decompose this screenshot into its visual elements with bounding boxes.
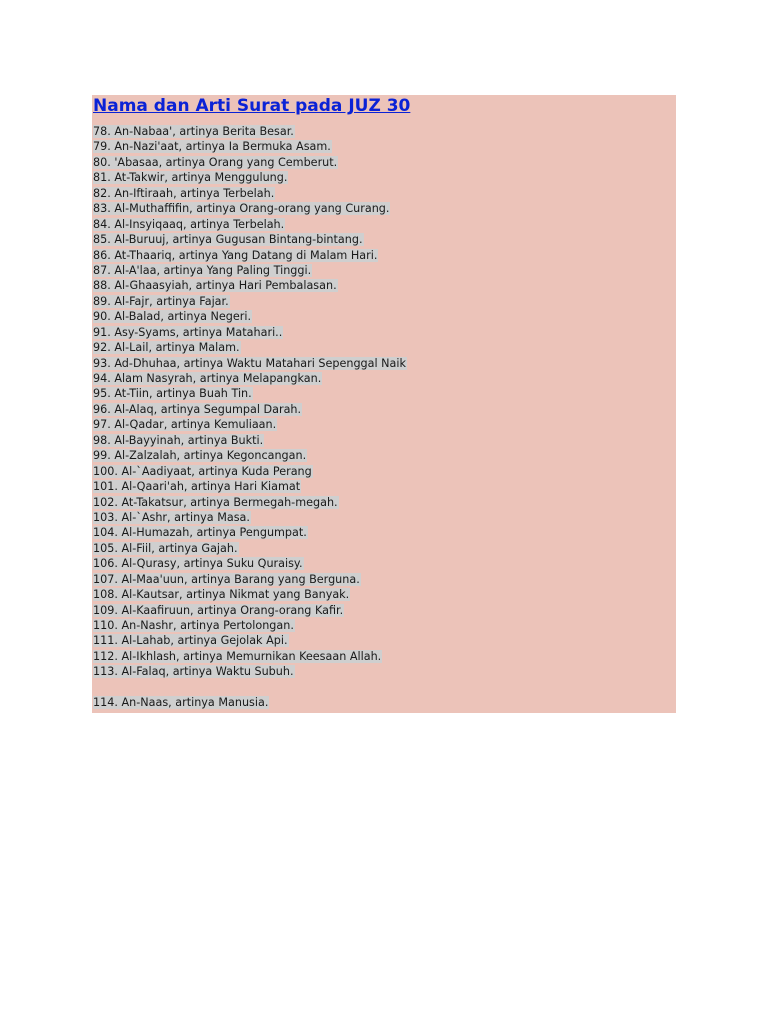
list-item (93, 186, 407, 201)
list-item-text: 102. At-Takatsur, artinya Bermegah-megah. (93, 495, 338, 509)
list-item-text: 101. Al-Qaari'ah, artinya Hari Kiamat (93, 480, 301, 494)
list-item (93, 201, 407, 216)
content-panel (92, 95, 676, 713)
list-item-text: 93. Ad-Dhuhaa, artinya Waktu Matahari Sepenggal Naik (93, 356, 406, 370)
list-item-text: 106. Al-Qurasy, artinya Suku Quraisy. (93, 557, 303, 571)
list-item (93, 618, 407, 633)
list-item (93, 633, 407, 648)
list-item-text: 85. Al-Buruuj, artinya Gugusan Bintang-bintang. (93, 233, 363, 247)
list-item (93, 232, 407, 247)
list-item-text: 104. Al-Humazah, artinya Pengumpat. (93, 526, 307, 540)
list-item-text: 96. Al-Alaq, artinya Segumpal Darah. (93, 402, 302, 416)
list-item-text: 79. An-Nazi'aat, artinya Ia Bermuka Asam. (93, 140, 331, 154)
surah-list (93, 124, 407, 711)
list-item (93, 587, 407, 602)
list-item-text: 112. Al-Ikhlash, artinya Memurnikan Keesaan Allah. (93, 649, 382, 663)
list-item (93, 371, 407, 386)
list-item-text: 91. Asy-Syams, artinya Matahari.. (93, 325, 283, 339)
list-item-text: 80. 'Abasaa, artinya Orang yang Cemberut. (93, 155, 338, 169)
list-item-text: 83. Al-Muthaffifin, artinya Orang-orang yang Curang. (93, 202, 390, 216)
list-item-text: 90. Al-Balad, artinya Negeri. (93, 310, 252, 324)
list-item-text: 82. An-Iftiraah, artinya Terbelah. (93, 186, 275, 200)
list-item (93, 139, 407, 154)
list-item (93, 556, 407, 571)
list-item (93, 649, 407, 664)
list-item-text: 99. Al-Zalzalah, artinya Kegoncangan. (93, 449, 307, 463)
list-item-final (93, 695, 407, 710)
list-item-text: 108. Al-Kautsar, artinya Nikmat yang Banyak. (93, 588, 350, 602)
list-item-text: 109. Al-Kaafiruun, artinya Orang-orang Kafir. (93, 603, 344, 617)
list-item (93, 170, 407, 185)
list-item (93, 263, 407, 278)
list-item (93, 479, 407, 494)
list-item-text: 107. Al-Maa'uun, artinya Barang yang Berguna. (93, 572, 360, 586)
list-item (93, 386, 407, 401)
page-title-link[interactable]: Nama dan Arti Surat pada JUZ 30 (93, 96, 411, 116)
list-item-text: 114. An-Naas, artinya Manusia. (93, 696, 269, 710)
list-item-text: 86. At-Thaariq, artinya Yang Datang di Malam Hari. (93, 248, 378, 262)
list-item (93, 124, 407, 139)
list-item (93, 294, 407, 309)
list-item (93, 325, 407, 340)
list-item-text: 110. An-Nashr, artinya Pertolongan. (93, 619, 294, 632)
list-item (93, 510, 407, 525)
list-item-text: 81. At-Takwir, artinya Menggulung. (93, 171, 288, 185)
list-item (93, 402, 407, 417)
list-item (93, 448, 407, 463)
list-item-text: 88. Al-Ghaasyiah, artinya Hari Pembalasan. (93, 279, 337, 293)
list-item (93, 217, 407, 232)
list-item-text: 94. Alam Nasyrah, artinya Melapangkan. (93, 372, 322, 385)
list-item (93, 278, 407, 293)
list-item (93, 603, 407, 618)
list-item (93, 417, 407, 432)
list-item (93, 495, 407, 510)
list-item-text: 98. Al-Bayyinah, artinya Bukti. (93, 433, 264, 447)
list-item (93, 541, 407, 556)
list-item-text: 113. Al-Falaq, artinya Waktu Subuh. (93, 665, 294, 679)
list-item-text: 97. Al-Qadar, artinya Kemuliaan. (93, 418, 277, 432)
list-item (93, 433, 407, 448)
list-item (93, 464, 407, 479)
list-item-text: 100. Al-`Aadiyaat, artinya Kuda Perang (93, 464, 312, 478)
list-item-text: 92. Al-Lail, artinya Malam. (93, 341, 240, 355)
list-spacer (93, 680, 407, 695)
list-item (93, 155, 407, 170)
list-item (93, 248, 407, 263)
list-item-text: 89. Al-Fajr, artinya Fajar. (93, 294, 229, 308)
list-item-text: 78. An-Nabaa', artinya Berita Besar. (93, 125, 294, 138)
list-item-text: 105. Al-Fiil, artinya Gajah. (93, 541, 238, 555)
list-item-text: 111. Al-Lahab, artinya Gejolak Api. (93, 634, 288, 648)
list-item-text: 95. At-Tiin, artinya Buah Tin. (93, 387, 252, 401)
list-item-text: 103. Al-`Ashr, artinya Masa. (93, 510, 250, 524)
list-item (93, 525, 407, 540)
list-item (93, 309, 407, 324)
list-item (93, 340, 407, 355)
list-item-text: 84. Al-Insyiqaaq, artinya Terbelah. (93, 217, 285, 231)
list-item (93, 572, 407, 587)
list-item (93, 356, 407, 371)
list-item-text: 87. Al-A'laa, artinya Yang Paling Tinggi. (93, 263, 312, 277)
list-item (93, 664, 407, 679)
